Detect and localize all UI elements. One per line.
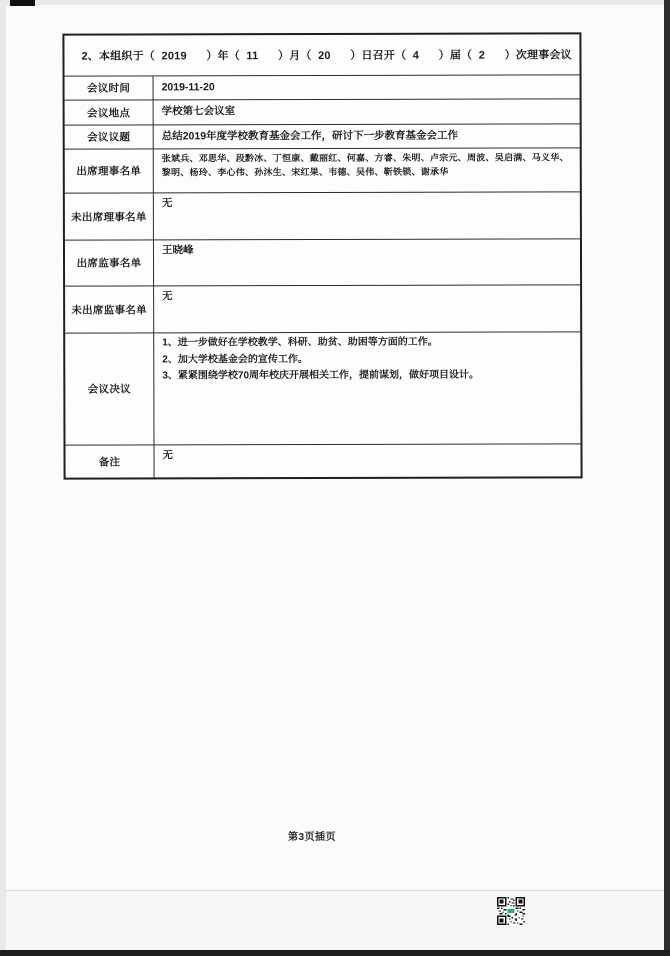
row-remarks xyxy=(65,443,580,477)
row-value: 总结2019年度学校教育基金会工作，研讨下一步教育基金会工作 xyxy=(161,129,459,143)
row-directors-present xyxy=(65,147,580,192)
row-value xyxy=(154,332,580,444)
row-directors-absent xyxy=(65,191,580,239)
row-label: 出席监事名单 xyxy=(65,240,154,285)
resolution-line-2: 2、加大学校基金会的宣传工作。 xyxy=(162,353,308,365)
row-meeting-time xyxy=(65,74,580,99)
row-supervisors-absent xyxy=(65,284,580,332)
page-number: 第3页插页 xyxy=(287,832,337,843)
scan-edge-right xyxy=(664,0,670,956)
scan-edge-bottom xyxy=(0,950,670,956)
row-label: 会议地点 xyxy=(65,100,154,124)
row-value: 张斌兵、邓思华、段黔冰、丁恒康、戴丽红、何嘉、方睿、朱明、卢宗元、周波、吴启满、马义华、黎明、杨玲、李心伟、孙沐生、宋红果、韦德、吴伟、靳铁锁、谢承华 xyxy=(161,152,569,178)
row-label: 未出席理事名单 xyxy=(65,193,154,239)
row-meeting-topic xyxy=(65,123,580,148)
table-header-row xyxy=(64,34,579,75)
row-supervisors-present xyxy=(65,238,580,285)
row-meeting-resolutions xyxy=(65,331,580,444)
row-value: 学校第七会议室 xyxy=(161,105,236,118)
row-value: 无 xyxy=(161,197,173,210)
header-line-text: 2、本组织于（ 2019 ）年（ 11 ）月（ 20 ）日召开（ 4 ）届（ 2 ）次理事会议 xyxy=(81,49,572,63)
row-label: 未出席监事名单 xyxy=(65,286,154,332)
row-value: 无 xyxy=(162,290,173,303)
meeting-record-table xyxy=(62,32,582,479)
row-label: 会议时间 xyxy=(65,76,154,99)
row-label: 备注 xyxy=(65,445,154,477)
document-sheet-lower-edge xyxy=(6,890,664,952)
row-value: 2019-11-20 xyxy=(161,81,215,94)
row-label: 会议决议 xyxy=(65,333,154,444)
scan-artifact-corner xyxy=(10,0,35,6)
resolution-line-1: 1、进一步做好在学校教学、科研、助贫、助困等方面的工作。 xyxy=(162,336,438,349)
resolution-line-3: 3、紧紧围绕学校70周年校庆开展相关工作，提前谋划，做好项目设计。 xyxy=(162,369,480,382)
row-meeting-place xyxy=(65,98,580,124)
qr-code xyxy=(497,897,525,925)
row-value: 王晓峰 xyxy=(161,244,194,257)
row-value: 无 xyxy=(162,449,174,462)
row-label: 出席理事名单 xyxy=(65,149,154,192)
row-label: 会议议题 xyxy=(65,125,154,148)
qr-center-accent xyxy=(508,909,515,913)
